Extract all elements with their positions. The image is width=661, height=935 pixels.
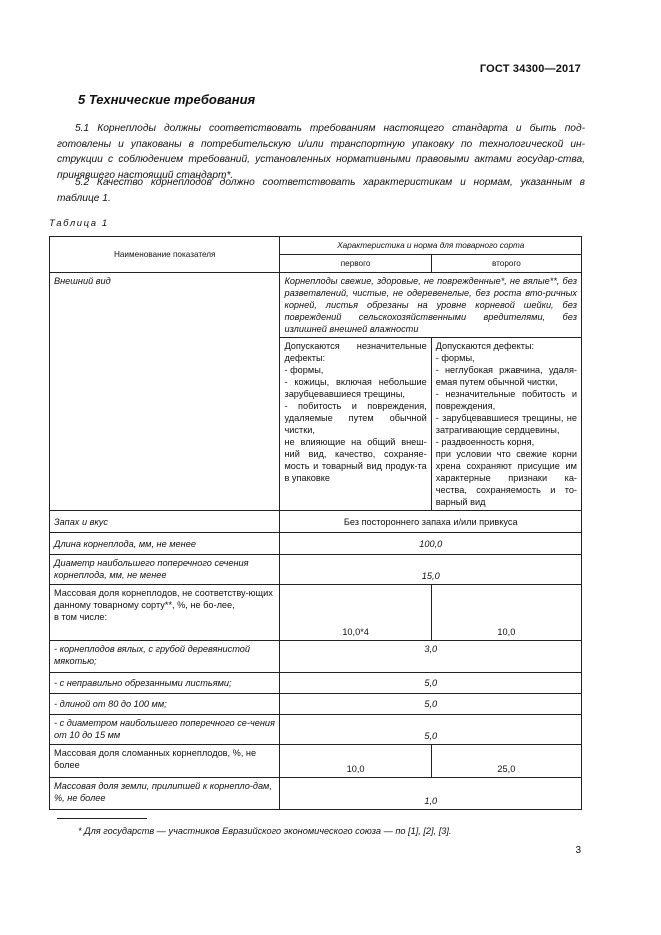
list-item: Допускаются незначительные дефекты: [284, 341, 427, 363]
row-appearance-second [431, 338, 581, 511]
row-wilted-name: - корнеплодов вялых, с грубой деревянистой мякотью; [50, 641, 280, 673]
row-diam-range-value: 5,0 [280, 715, 582, 745]
quality-table [49, 236, 582, 810]
page-number: 3 [575, 845, 581, 856]
paragraph-5-2: 5.2 Качество корнеплодов должно соответствовать характеристикам и нормам, указанным в таблице 1. [57, 177, 585, 204]
row-bad-leaves-value: 5,0 [280, 673, 582, 694]
mass-nonconf-sub: в том числе: [54, 612, 108, 622]
list-item: - зарубцевавшиеся трещины, не затрагивающие сердцевины, [435, 413, 577, 435]
row-broken-name: Массовая доля сломанных корнеплодов, %, не более [50, 745, 280, 778]
row-diameter-name: Диаметр наибольшего поперечного сечения корнеплода, мм, не менее [50, 555, 280, 585]
row-soil-name: Массовая доля земли, прилипшей к корнепло-дам, %, не более [50, 778, 280, 810]
list-item: - кожицы, включая небольшие зарубцевавшиеся трещины, [284, 377, 427, 399]
list-item: - раздвоенность корня, [435, 437, 535, 447]
mass-nonconf-label: Массовая доля корнеплодов, не соответству-ющих данному товарному сорту**, %, не бо-лее, [54, 588, 273, 610]
row-mass-nonconf-first: 10,0*4 [280, 585, 431, 641]
list-item: - побитость и повреждения, удаляемые путем обычной чистки, [284, 401, 427, 435]
list-item: Допускаются дефекты: [435, 341, 535, 351]
row-appearance-common: Корнеплоды свежие, здоровые, не поврежденные*, не вялые**, без разветвлений, чистые, не одеревенелые, без роста вто-ричных корней, листья обрезаны на уровне корневой шейки, без повреждений сельскохозяйственными вредителями, без излишней внешней влажности [280, 273, 582, 338]
row-length-value: 100,0 [280, 533, 582, 555]
row-mass-nonconf-second: 10,0 [431, 585, 581, 641]
table-label: Таблица 1 [49, 218, 109, 229]
row-diameter-value: 15,0 [280, 555, 582, 585]
row-soil-value: 1,0 [280, 778, 582, 810]
section-title: 5 Технические требования [78, 92, 256, 107]
header-first-grade: первого [280, 255, 431, 273]
footnote: * Для государств — участников Евразийского экономического союза — по [1], [2], [3]. [78, 826, 452, 836]
row-broken-first: 10,0 [280, 745, 431, 778]
list-item: - формы, [284, 365, 324, 375]
header-characteristic: Характеристика и норма для товарного сорта [280, 237, 582, 255]
row-diam-range-name: - с диаметром наибольшего поперечного се-чения от 10 до 15 мм [50, 715, 280, 745]
document-id: ГОСТ 34300—2017 [479, 63, 581, 75]
row-smell-value: Без постороннего запаха и/или привкуса [280, 511, 582, 533]
row-appearance-first [280, 338, 431, 511]
list-item: при условии что свежие корни хрена сохраняют присущие им характерные признаки ка-чества, сохраняемость и то-варный вид [435, 449, 577, 507]
list-item: - формы, [435, 353, 475, 363]
row-wilted-value: 3,0 [280, 641, 582, 673]
row-broken-second: 25,0 [431, 745, 581, 778]
row-bad-leaves-name: - с неправильно обрезанными листьями; [50, 673, 280, 694]
row-length-range-value: 5,0 [280, 694, 582, 715]
footnote-divider [57, 818, 147, 819]
row-appearance-name: Внешний вид [50, 273, 280, 511]
paragraph-5-1: 5.1 Корнеплоды должны соответствовать требованиям настоящего стандарта и быть под-готовлены и упакованы в потребительскую и/или транспортную упаковку по технологической ин-струкции с соблюдением требований, установленных нормативными правовыми актами государ-ства, принявшего настоящий стандарт*. [57, 123, 585, 181]
header-indicator-name: Наименование показателя [50, 237, 280, 273]
row-smell-name: Запах и вкус [50, 511, 280, 533]
row-mass-nonconf-name [50, 585, 280, 641]
row-length-name: Длина корнеплода, мм, не менее [50, 533, 280, 555]
row-length-range-name: - длиной от 80 до 100 мм; [50, 694, 280, 715]
list-item: не влияющие на общий внеш-ний вид, качество, сохраняе-мость и товарный вид продук-та в упаковке [284, 437, 427, 483]
list-item: - неглубокая ржавчина, удаля-емая путем обычной чистки, [435, 365, 577, 387]
header-second-grade: второго [431, 255, 581, 273]
list-item: - незначительные побитость и повреждения, [435, 389, 577, 411]
